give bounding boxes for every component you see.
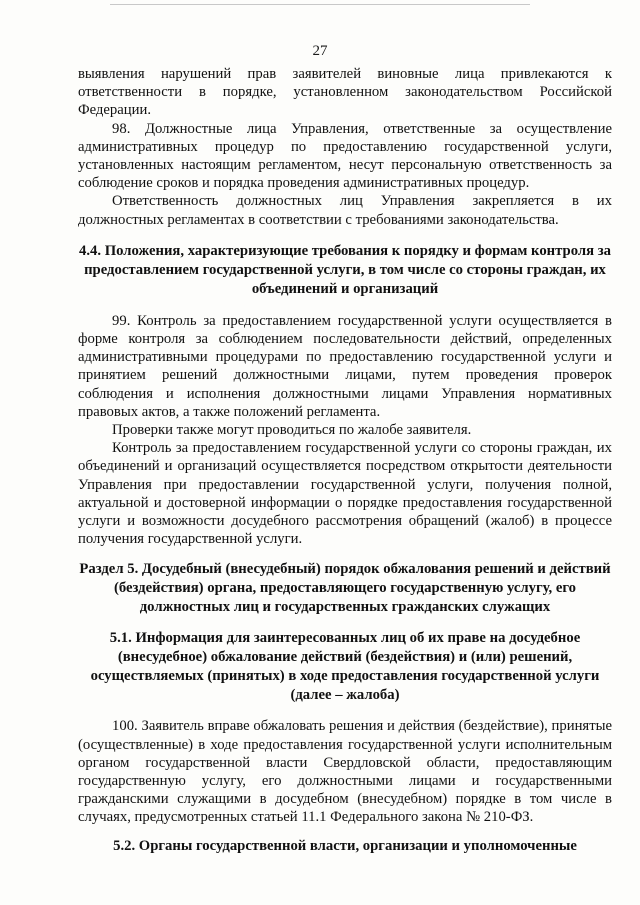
paragraph-99: 99. Контроль за предоставлением государственной услуги осуществляется в форме контроля за соблюдением последовательности действий, определенных административными процедурами по предоставлению государственной услуги и принятием решений должностными лицами, путем проведения проверок соблюдения и исполнения должностными лицами Управления нормативных правовых актов, а также положений регламента. bbox=[78, 312, 612, 420]
paragraph-responsibility: Ответственность должностных лиц Управления закрепляется в их должностных регламентах в соответствии с требованиями законодательства. bbox=[78, 193, 612, 228]
paragraph-citizen-control: Контроль за предоставлением государственной услуги со стороны граждан, их объединений и организаций осуществляется посредством открытости деятельности Управления при предоставлении государственной услуги, получения полной, актуальной и достоверной информации о порядке предоставления государственной услуги и возможности досудебного рассмотрения обращений (жалоб) в процессе получения государственной услуги. bbox=[78, 440, 612, 548]
page-number: 27 bbox=[312, 43, 328, 59]
scan-artifact-line bbox=[110, 4, 530, 5]
paragraph-inspections: Проверки также могут проводиться по жалобе заявителя. bbox=[112, 422, 472, 439]
section-heading-5-2: 5.2. Органы государственной власти, организации и уполномоченные bbox=[113, 837, 577, 854]
page-body bbox=[78, 65, 612, 856]
section-heading-5-1: 5.1. Информация для заинтересованных лиц об их праве на досудебное (внесудебное) обжалование действий (бездействия) и (или) решений, осуществляемых (принятых) в ходе предоставления государственной услуги (далее – жалоба) bbox=[90, 630, 600, 704]
paragraph-continuation: выявления нарушений прав заявителей виновные лица привлекаются к ответственности в порядке, установленном законодательством Российской Федерации. bbox=[78, 66, 612, 119]
paragraph-98: 98. Должностные лица Управления, ответственные за осуществление административных процедур по предоставлению государственной услуги, установленных настоящим регламентом, несут персональную ответственность за соблюдение сроков и порядка проведения административных процедур. bbox=[78, 120, 612, 192]
paragraph-100: 100. Заявитель вправе обжаловать решения и действия (бездействие), принятые (осуществленные) в ходе предоставления государственной услуги исполнительным органом государственной власти Свердловской области, предоставляющим государственную услугу, его должностными лицами и государственными гражданскими служащими в досудебном (внесудебном) порядке в том числе в случаях, предусмотренных статьей 11.1 Федерального закона № 210-ФЗ. bbox=[78, 718, 612, 826]
section-heading-4-4: 4.4. Положения, характеризующие требования к порядку и формам контроля за предоставлением государственной услуги, в том числе со стороны граждан, их объединений и организаций bbox=[79, 242, 611, 297]
part-heading-5: Раздел 5. Досудебный (внесудебный) порядок обжалования решений и действий (бездействия) органа, предоставляющего государственную услугу, его должностных лиц и государственных гражданских служащих bbox=[79, 561, 611, 616]
